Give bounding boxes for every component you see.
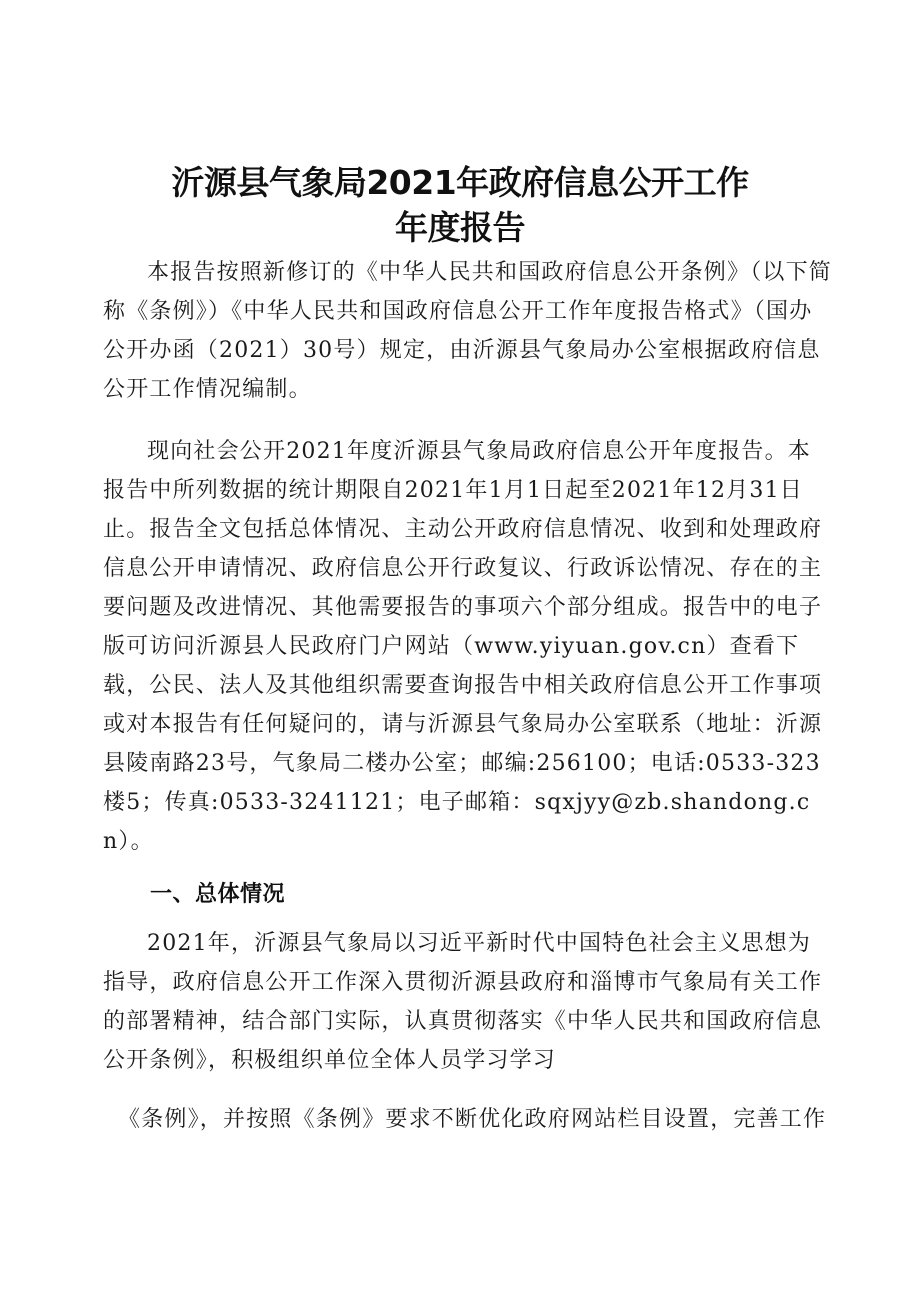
title-line-2: 年度报告 <box>395 208 525 247</box>
title-line-1: 沂源县气象局2021年政府信息公开工作 <box>171 163 749 202</box>
document-title <box>0 160 920 250</box>
overview-paragraph: 2021年，沂源县气象局以习近平新时代中国特色社会主义思想为指导，政府信息公开工作深入贯彻沂源县政府和淄博市气象局有关工作的部署精神，结合部门实际，认真贯彻落实《中华人民共和国政府信息公开条例》，积极组织单位全体人员学习学习 <box>103 931 823 1073</box>
scope-paragraph: 现向社会公开2021年度沂源县气象局政府信息公开年度报告。本报告中所列数据的统计期限自2021年1月1日起至2021年12月31日止。报告全文包括总体情况、主动公开政府信息情况、收到和处理政府信息公开申请情况、政府信息公开行政复议、行政诉讼情况、存在的主要问题及改进情况、其他需要报告的事项六个部分组成。报告中的电子版可访问沂源县人民政府门户网站（www.yiyuan.gov.cn）查看下载，公民、法人及其他组织需要查询报告中相关政府信息公开工作事项或对本报告有任何疑问的，请与沂源县气象局办公室联系（地址：沂源县陵南路23号，气象局二楼办公室；邮编:256100；电话:0533-323楼5；传真:0533-3241121；电子邮箱：sqxjyy@zb.shandong.cn）。 <box>103 439 823 854</box>
continuation-line: 《条例》，并按照《条例》要求不断优化政府网站栏目设置，完善工作 <box>118 1107 827 1132</box>
section-heading-overview: 一、总体情况 <box>150 882 286 907</box>
intro-paragraph: 本报告按照新修订的《中华人民共和国政府信息公开条例》（以下简称《条例》）《中华人民共和国政府信息公开工作年度报告格式》（国办公开办函（2021）30号）规定，由沂源县气象局办公室根据政府信息公开工作情况编制。 <box>103 260 833 402</box>
